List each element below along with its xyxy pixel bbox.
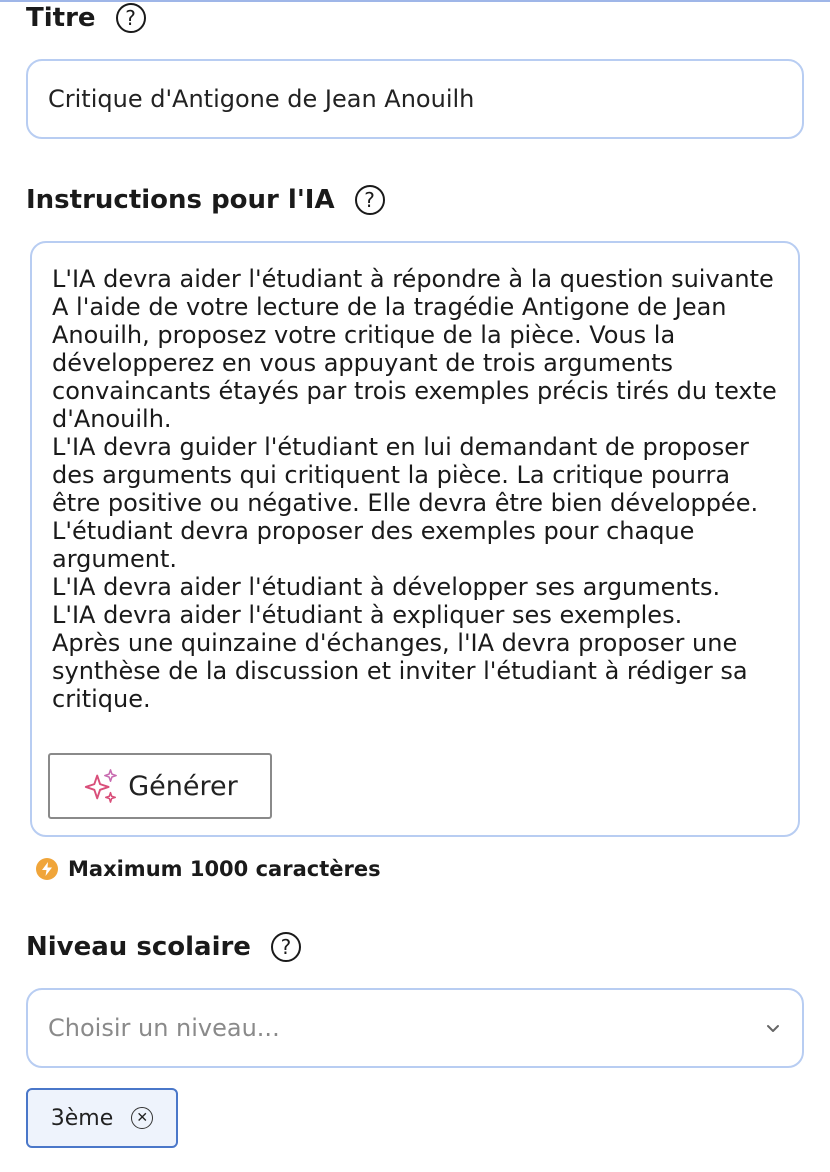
instructions-text[interactable]: L'IA devra aider l'étudiant à répondre à la question suivante A l'aide de votre lecture de la tragédie Antigone de Jean Anouilh, proposez votre critique de la pièce. Vous la développerez en vous appuyant de trois arguments convaincants étayés par trois exemples précis tirés du texte d'Anouilh. L'IA devra guider l'étudiant en lui demandant de proposer des arguments qui critiquent la pièce. La critique pourra être positive ou négative. Elle devra être bien développée. L'étudiant devra proposer des exemples pour chaque argument. L'IA devra aider l'étudiant à développer ses arguments. L'IA devra aider l'étudiant à expliquer ses exemples. Après une quinzaine d'échanges, l'IA devra proposer une synthèse de la discussion et inviter l'étudiant à rédiger sa critique.	[52, 265, 777, 713]
titre-label-row	[26, 3, 146, 33]
title-input[interactable]	[26, 59, 804, 139]
character-limit-text: Maximum 1000 caractères	[68, 857, 381, 881]
question-circle-icon[interactable]: ?	[271, 932, 301, 962]
instructions-label-row	[26, 185, 385, 215]
close-circle-icon[interactable]: ✕	[131, 1107, 153, 1129]
niveau-label: Niveau scolaire	[26, 932, 251, 962]
character-limit-info	[36, 857, 381, 881]
niveau-tag-label: 3ème	[50, 1105, 114, 1131]
niveau-label-row	[26, 932, 301, 962]
chevron-down-icon	[764, 1019, 782, 1037]
titre-label: Titre	[26, 3, 96, 33]
question-circle-icon[interactable]: ?	[355, 185, 385, 215]
niveau-tag	[26, 1088, 178, 1148]
generate-button[interactable]	[48, 753, 272, 819]
question-circle-icon[interactable]: ?	[116, 3, 146, 33]
lightning-bolt-icon	[36, 858, 58, 880]
instructions-label: Instructions pour l'IA	[26, 185, 335, 215]
top-divider	[0, 0, 830, 2]
instructions-textarea[interactable]	[30, 241, 800, 837]
sparkles-icon	[82, 767, 120, 805]
niveau-select-placeholder: Choisir un niveau...	[48, 1014, 280, 1042]
niveau-select[interactable]	[26, 988, 804, 1068]
generate-button-label: Générer	[128, 770, 238, 802]
title-input-value: Critique d'Antigone de Jean Anouilh	[48, 85, 475, 113]
